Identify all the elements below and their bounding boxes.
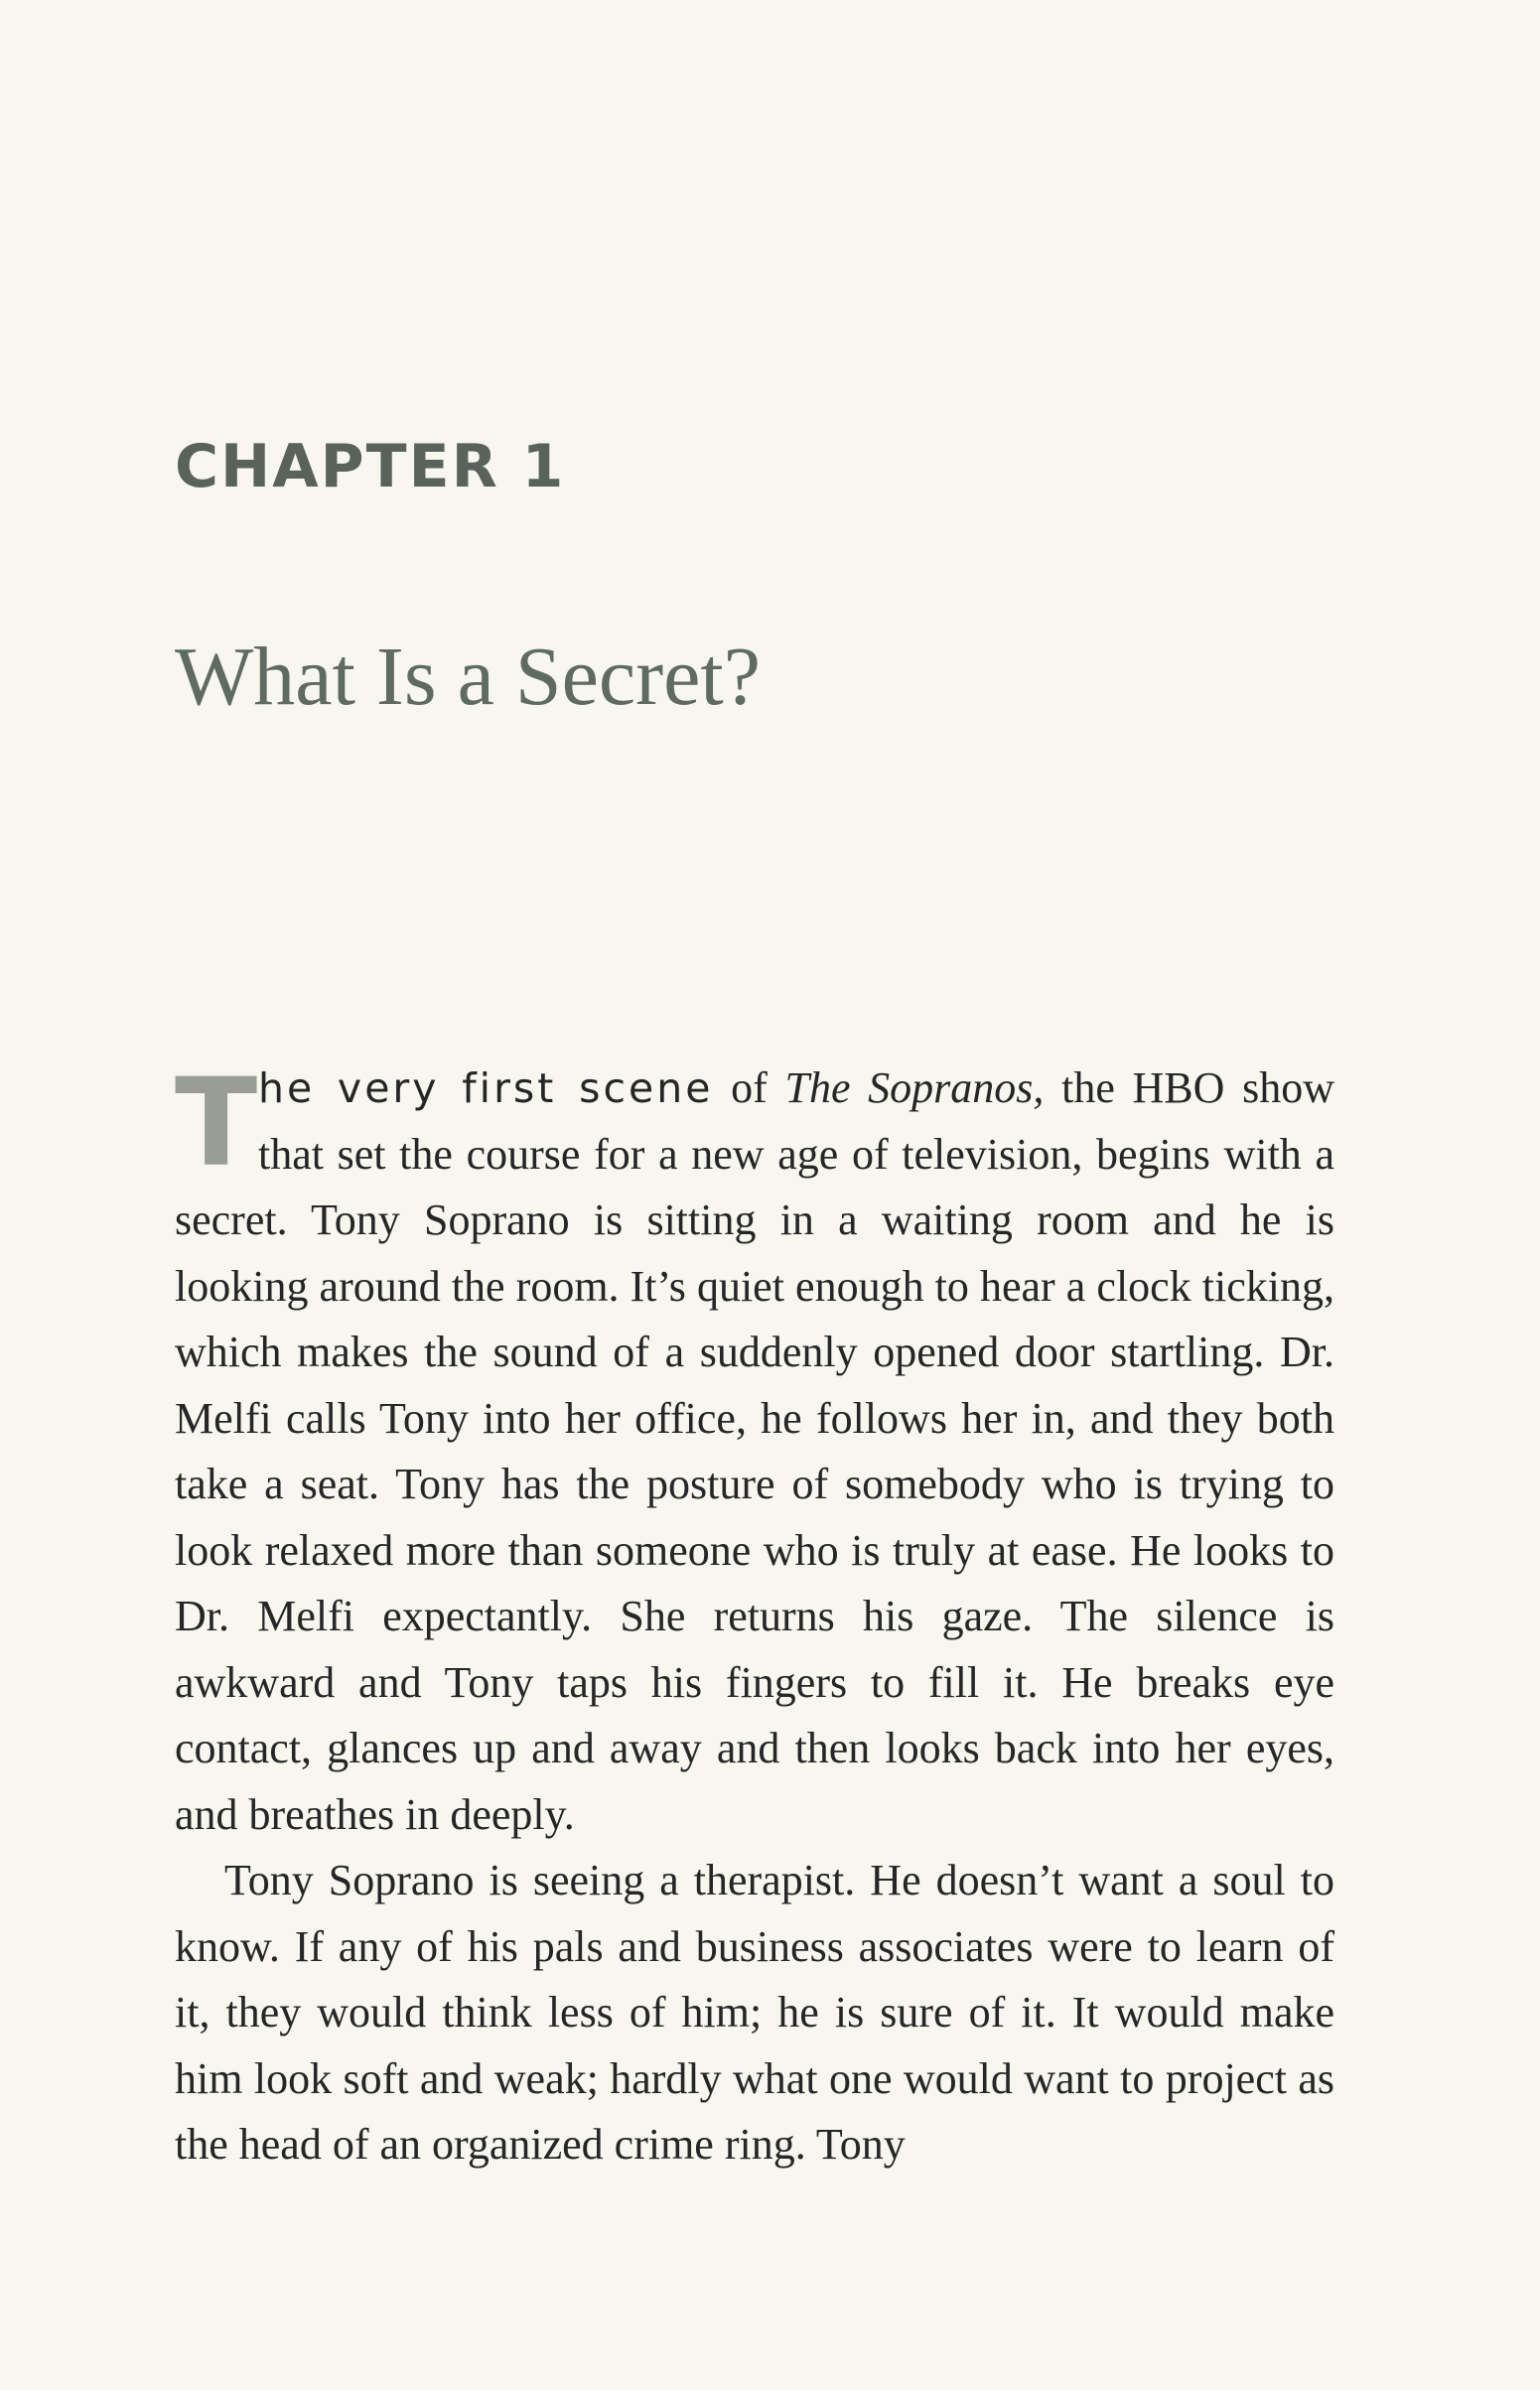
chapter-label: CHAPTER 1 — [175, 432, 566, 501]
show-title: The Sopranos, — [784, 1063, 1045, 1112]
paragraph-1-text: the HBO show that set the course for a new age of television, begins with a secret. Tony Soprano is sitting in a waiting room and he is looking around the room. It’s quiet enough to hear a clock ticking, which makes the sound of a suddenly opened door startling. Dr. Melfi calls Tony into her office, he follows her in, and they both take a seat. Tony has the posture of somebody who is trying to look relaxed more than someone who is truly at ease. He looks to Dr. Melfi expectantly. She returns his gaze. The silence is awkward and Tony taps his fingers to fill it. He breaks eye contact, glances up and away and then looks back into her eyes, and breathes in deeply. — [175, 1063, 1335, 1839]
paragraph-1-connector: of — [713, 1063, 785, 1112]
lead-in-text: he very first scene — [258, 1064, 714, 1112]
paragraph-1 — [175, 1055, 1334, 1848]
paragraph-2: Tony Soprano is seeing a therapist. He doesn’t want a soul to know. If any of his pals and business associates were to learn of it, they would think less of him; he is sure of it. It would make him look soft and weak; hardly what one would want to project as the head of an organized crime ring. Tony — [175, 1856, 1334, 2169]
body-text — [175, 1055, 1334, 2179]
chapter-title: What Is a Secret? — [175, 631, 762, 723]
drop-cap: T — [175, 1053, 258, 1194]
